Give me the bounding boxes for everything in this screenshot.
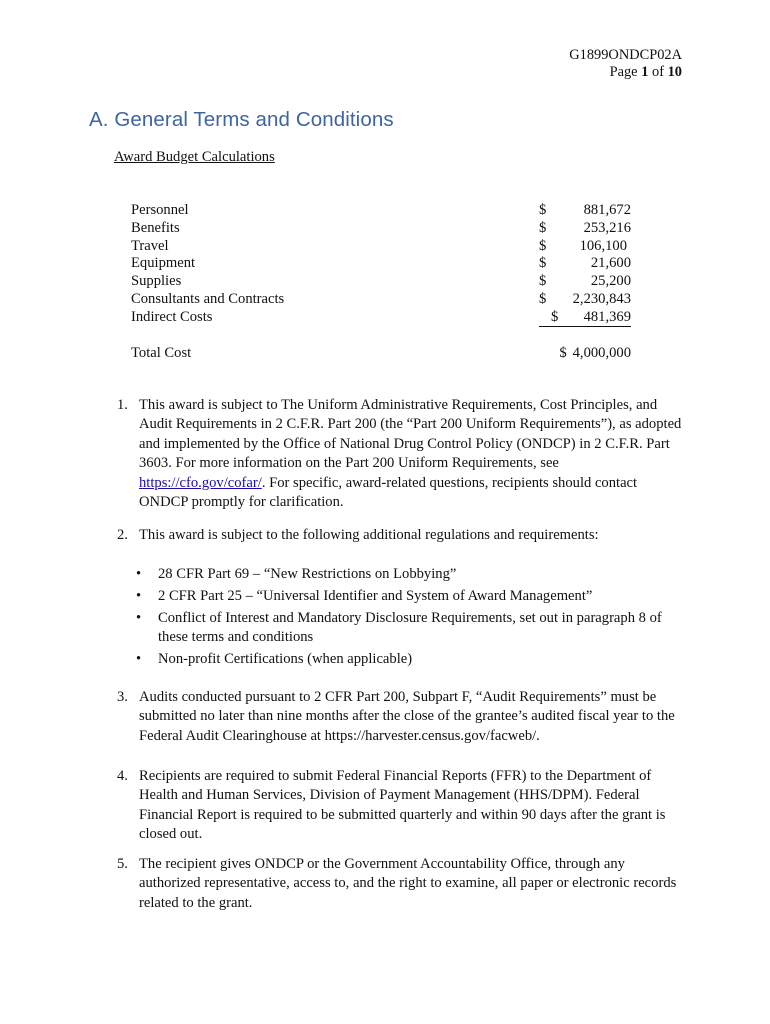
section-title: A. General Terms and Conditions: [89, 108, 394, 131]
cofar-link[interactable]: https://cfo.gov/cofar/: [139, 474, 262, 491]
budget-amount: $ 106,100: [539, 237, 627, 254]
budget-amount: $ 253,216: [539, 219, 631, 236]
term-text: This award is subject to The Uniform Administrative Requirements, Cost Principles, and Audit Requirements in 2 C.F.R. Part 200 (the “Part 200 Uniform Requirements”), as adopted and implemented by the Office of National Drug Control Policy (ONDCP) in 2 C.F.R. Part 3603. For more information on the Part 200 Uniform Requirements, see https://cfo.gov/cofar/. For specific, award-related questions, recipients should contact ONDCP promptly for clarification.: [139, 397, 682, 511]
budget-row-total: [131, 345, 631, 363]
budget-table: [131, 202, 631, 362]
budget-subtitle: Award Budget Calculations: [114, 149, 275, 165]
term-number: 2.: [117, 527, 128, 543]
page-indicator: Page 1 of 10: [609, 64, 682, 80]
budget-row-benefits: [131, 220, 631, 238]
budget-row-equipment: [131, 255, 631, 273]
term-5: [117, 855, 687, 913]
document-id: G1899ONDCP02A: [569, 47, 682, 63]
budget-amount: $ 25,200: [539, 273, 631, 290]
list-item: • 2 CFR Part 25 – “Universal Identifier and System of Award Management”: [136, 587, 676, 606]
budget-amount: $ 881,672: [539, 202, 631, 218]
budget-row-personnel: [131, 202, 631, 220]
term-4: [117, 767, 687, 845]
term-number: 4.: [117, 768, 128, 784]
total-label: Total Cost: [131, 344, 192, 361]
budget-label: Supplies: [131, 273, 182, 290]
budget-row-consultants: [131, 291, 631, 309]
term-3: [117, 688, 687, 746]
page-current: 1: [641, 64, 649, 80]
budget-amount: $ 2,230,843: [539, 290, 631, 307]
term-text: The recipient gives ONDCP or the Government Accountability Office, through any authorized representative, access to, and the right to examine, all paper or electronic records related to the grant.: [139, 856, 677, 911]
requirements-list: [136, 565, 676, 672]
document-header: [569, 47, 682, 81]
budget-label: Equipment: [131, 255, 196, 272]
term-text: Audits conducted pursuant to 2 CFR Part 200, Subpart F, “Audit Requirements” must be submitted no later than nine months after the close of the grantee’s audited fiscal year to the Federal Audit Clearinghouse at https://harvester.census.gov/facweb/.: [139, 689, 675, 744]
page-total: 10: [667, 64, 682, 80]
budget-row-supplies: [131, 273, 631, 291]
budget-label: Consultants and Contracts: [131, 290, 285, 307]
term-number: 3.: [117, 689, 128, 705]
budget-label: Personnel: [131, 202, 189, 218]
budget-amount: $ 21,600: [539, 255, 631, 272]
budget-label: Travel: [131, 237, 169, 254]
term-number: 1.: [117, 397, 128, 413]
list-item: • 28 CFR Part 69 – “New Restrictions on Lobbying”: [136, 565, 676, 584]
term-text: Recipients are required to submit Federal Financial Reports (FFR) to the Department of Health and Human Services, Division of Payment Management (HHS/DPM). Federal Financial Report is required to be submitted quarterly and within 90 days after the grant is closed out.: [139, 768, 666, 843]
list-item: • Conflict of Interest and Mandatory Disclosure Requirements, set out in paragraph 8 of these terms and conditions: [136, 609, 676, 648]
term-1: [117, 396, 687, 512]
budget-amount: $ 481,369: [539, 309, 631, 327]
budget-row-travel: [131, 238, 631, 256]
term-2: [117, 526, 687, 545]
budget-label: Benefits: [131, 219, 180, 236]
budget-row-indirect: [131, 309, 631, 327]
budget-label: Indirect Costs: [131, 308, 213, 325]
total-amount: $ 4,000,000: [559, 344, 631, 361]
list-item: • Non-profit Certifications (when applicable): [136, 650, 676, 669]
term-text: This award is subject to the following additional regulations and requirements:: [139, 527, 599, 543]
term-number: 5.: [117, 856, 128, 872]
